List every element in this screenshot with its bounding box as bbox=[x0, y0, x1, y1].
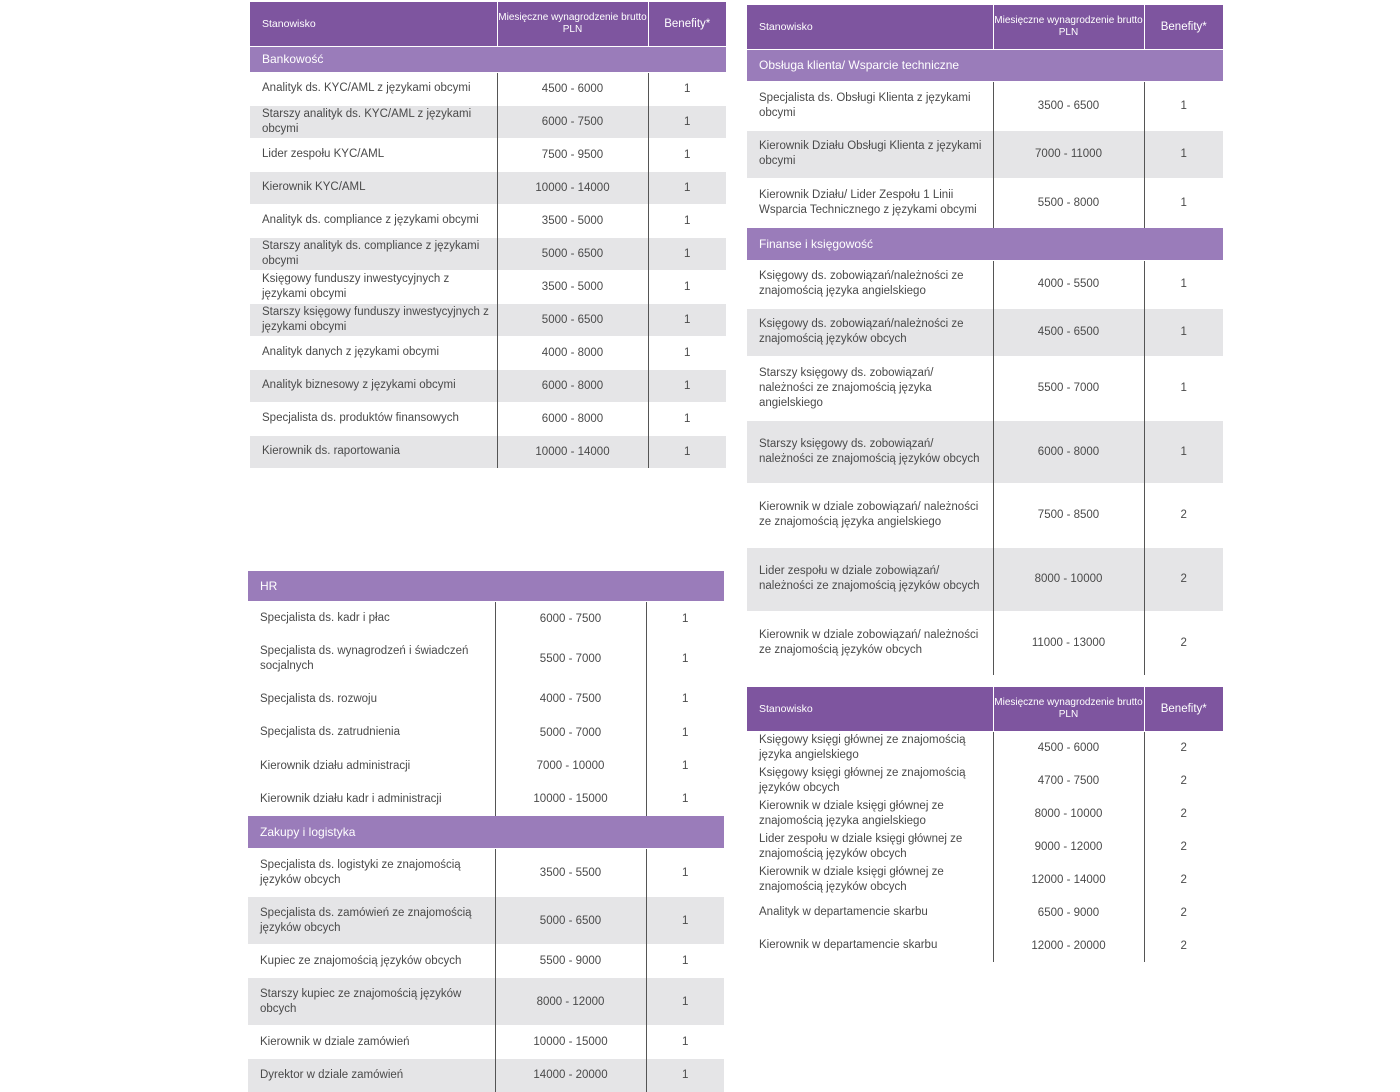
cell-position: Specjalista ds. zatrudnienia bbox=[248, 716, 495, 750]
table-header-row bbox=[747, 687, 1223, 731]
cell-benefits: 1 bbox=[1144, 420, 1223, 483]
section-title: Finanse i księgowość bbox=[747, 227, 1223, 260]
cell-benefits: 1 bbox=[646, 1059, 724, 1092]
cell-benefits: 2 bbox=[1144, 830, 1223, 863]
table-row bbox=[248, 750, 724, 783]
table-row bbox=[248, 849, 724, 897]
cell-salary: 5000 - 6500 bbox=[497, 237, 648, 270]
cell-position: Analityk w departamencie skarbu bbox=[747, 896, 993, 929]
cell-salary: 4000 - 8000 bbox=[497, 336, 648, 369]
table-row bbox=[250, 303, 726, 336]
cell-salary: 6000 - 7500 bbox=[497, 105, 648, 138]
cell-salary: 3500 - 6500 bbox=[993, 81, 1144, 130]
table-row bbox=[248, 636, 724, 683]
section-header bbox=[248, 571, 724, 602]
cell-benefits: 1 bbox=[646, 849, 724, 897]
cell-position: Specjalista ds. wynagrodzeń i świadczeń socjalnych bbox=[248, 636, 495, 683]
cell-position: Analityk danych z językami obcymi bbox=[250, 336, 497, 369]
cell-salary: 6000 - 8000 bbox=[497, 369, 648, 402]
table-row bbox=[747, 356, 1223, 420]
header-position: Stanowisko bbox=[747, 5, 993, 49]
cell-salary: 4500 - 6500 bbox=[993, 308, 1144, 356]
table-row bbox=[248, 945, 724, 978]
cell-benefits: 1 bbox=[1144, 81, 1223, 130]
cell-position: Starszy analityk ds. compliance z językami obcymi bbox=[250, 237, 497, 270]
header-salary: Miesięczne wynagrodzenie brutto PLN bbox=[993, 5, 1144, 49]
table-row bbox=[747, 483, 1223, 547]
cell-position: Analityk biznesowy z językami obcymi bbox=[250, 369, 497, 402]
table-row bbox=[250, 105, 726, 138]
cell-position: Kierownik Działu Obsługi Klienta z językami obcymi bbox=[747, 130, 993, 178]
cell-position: Kierownik działu kadr i administracji bbox=[248, 783, 495, 816]
salary-table-banking bbox=[250, 2, 726, 468]
cell-salary: 7000 - 10000 bbox=[495, 750, 646, 783]
section-header bbox=[248, 816, 724, 849]
table-row bbox=[747, 731, 1223, 764]
table-row bbox=[248, 978, 724, 1026]
cell-position: Specjalista ds. zamówień ze znajomością języków obcych bbox=[248, 897, 495, 945]
cell-benefits: 2 bbox=[1144, 483, 1223, 547]
cell-salary: 8000 - 12000 bbox=[495, 978, 646, 1026]
cell-salary: 10000 - 15000 bbox=[495, 1026, 646, 1059]
cell-position: Specjalista ds. logistyki ze znajomością języków obcych bbox=[248, 849, 495, 897]
table-row bbox=[250, 138, 726, 171]
cell-salary: 10000 - 14000 bbox=[497, 171, 648, 204]
cell-position: Analityk ds. compliance z językami obcymi bbox=[250, 204, 497, 237]
table-row bbox=[747, 308, 1223, 356]
cell-salary: 6000 - 7500 bbox=[495, 602, 646, 636]
table-row bbox=[250, 435, 726, 468]
cell-position: Starszy księgowy ds. zobowiązań/ należności ze znajomością języka angielskiego bbox=[747, 356, 993, 420]
cell-benefits: 1 bbox=[648, 72, 726, 105]
cell-benefits: 2 bbox=[1144, 611, 1223, 675]
cell-position: Starszy kupiec ze znajomością języków obcych bbox=[248, 978, 495, 1026]
cell-benefits: 1 bbox=[646, 978, 724, 1026]
cell-position: Kierownik w departamencie skarbu bbox=[747, 929, 993, 962]
cell-position: Lider zespołu w dziale księgi głównej ze znajomością języków obcych bbox=[747, 830, 993, 863]
cell-benefits: 2 bbox=[1144, 547, 1223, 611]
cell-position: Kierownik w dziale zobowiązań/ należności ze znajomością języka angielskiego bbox=[747, 483, 993, 547]
cell-salary: 5500 - 9000 bbox=[495, 945, 646, 978]
cell-salary: 4500 - 6000 bbox=[993, 731, 1144, 764]
table-row bbox=[248, 783, 724, 816]
cell-benefits: 2 bbox=[1144, 731, 1223, 764]
header-position: Stanowisko bbox=[747, 687, 993, 731]
cell-position: Specjalista ds. rozwoju bbox=[248, 683, 495, 716]
section-title: HR bbox=[248, 571, 724, 602]
cell-salary: 8000 - 10000 bbox=[993, 797, 1144, 830]
header-salary: Miesięczne wynagrodzenie brutto PLN bbox=[497, 2, 648, 46]
cell-position: Księgowy funduszy inwestycyjnych z językami obcymi bbox=[250, 270, 497, 303]
cell-benefits: 1 bbox=[1144, 308, 1223, 356]
cell-benefits: 1 bbox=[648, 369, 726, 402]
cell-benefits: 1 bbox=[646, 783, 724, 816]
cell-position: Specjalista ds. Obsługi Klienta z językami obcymi bbox=[747, 81, 993, 130]
cell-benefits: 1 bbox=[1144, 260, 1223, 308]
cell-position: Lider zespołu w dziale zobowiązań/ należności ze znajomością języków obcych bbox=[747, 547, 993, 611]
table-row bbox=[747, 797, 1223, 830]
cell-salary: 9000 - 12000 bbox=[993, 830, 1144, 863]
cell-salary: 4000 - 7500 bbox=[495, 683, 646, 716]
cell-salary: 3500 - 5000 bbox=[497, 204, 648, 237]
cell-position: Kierownik w dziale zobowiązań/ należności ze znajomością języków obcych bbox=[747, 611, 993, 675]
cell-salary: 3500 - 5500 bbox=[495, 849, 646, 897]
cell-benefits: 1 bbox=[646, 1026, 724, 1059]
cell-position: Starszy analityk ds. KYC/AML z językami obcymi bbox=[250, 105, 497, 138]
table-row bbox=[248, 716, 724, 750]
cell-position: Kierownik w dziale zamówień bbox=[248, 1026, 495, 1059]
cell-salary: 10000 - 14000 bbox=[497, 435, 648, 468]
cell-benefits: 1 bbox=[648, 402, 726, 435]
cell-position: Księgowy ds. zobowiązań/należności ze znajomością języków obcych bbox=[747, 308, 993, 356]
header-benefits: Benefity* bbox=[648, 2, 726, 46]
cell-salary: 4000 - 5500 bbox=[993, 260, 1144, 308]
table-row bbox=[250, 237, 726, 270]
cell-salary: 4500 - 6000 bbox=[497, 72, 648, 105]
table-row bbox=[250, 402, 726, 435]
table-row bbox=[250, 270, 726, 303]
cell-salary: 11000 - 13000 bbox=[993, 611, 1144, 675]
cell-position: Księgowy ds. zobowiązań/należności ze znajomością języka angielskiego bbox=[747, 260, 993, 308]
header-salary: Miesięczne wynagrodzenie brutto PLN bbox=[993, 687, 1144, 731]
table-row bbox=[248, 683, 724, 716]
cell-salary: 6000 - 8000 bbox=[497, 402, 648, 435]
cell-salary: 5000 - 7000 bbox=[495, 716, 646, 750]
header-benefits: Benefity* bbox=[1144, 687, 1223, 731]
table-row bbox=[747, 81, 1223, 130]
cell-salary: 5500 - 8000 bbox=[993, 178, 1144, 227]
cell-benefits: 1 bbox=[648, 303, 726, 336]
header-benefits: Benefity* bbox=[1144, 5, 1223, 49]
cell-benefits: 1 bbox=[646, 750, 724, 783]
cell-position: Starszy księgowy funduszy inwestycyjnych z językami obcymi bbox=[250, 303, 497, 336]
table-row bbox=[747, 764, 1223, 797]
cell-position: Specjalista ds. kadr i płac bbox=[248, 602, 495, 636]
cell-position: Kierownik w dziale księgi głównej ze znajomością języków obcych bbox=[747, 863, 993, 896]
cell-salary: 6000 - 8000 bbox=[993, 420, 1144, 483]
cell-salary: 4700 - 7500 bbox=[993, 764, 1144, 797]
salary-table-hr-logistics bbox=[248, 570, 724, 1092]
cell-position: Analityk ds. KYC/AML z językami obcymi bbox=[250, 72, 497, 105]
table-row bbox=[747, 260, 1223, 308]
table-row bbox=[747, 611, 1223, 675]
cell-position: Lider zespołu KYC/AML bbox=[250, 138, 497, 171]
section-title: Zakupy i logistyka bbox=[248, 816, 724, 849]
table-row bbox=[747, 420, 1223, 483]
cell-benefits: 2 bbox=[1144, 896, 1223, 929]
cell-benefits: 2 bbox=[1144, 764, 1223, 797]
cell-benefits: 1 bbox=[648, 270, 726, 303]
section-header bbox=[250, 46, 726, 72]
table-row bbox=[747, 863, 1223, 896]
cell-salary: 7500 - 9500 bbox=[497, 138, 648, 171]
cell-position: Księgowy księgi głównej ze znajomością języka angielskiego bbox=[747, 731, 993, 764]
table-row bbox=[747, 929, 1223, 962]
section-header bbox=[747, 49, 1223, 81]
table-row bbox=[248, 1059, 724, 1092]
cell-position: Starszy księgowy ds. zobowiązań/ należności ze znajomością języków obcych bbox=[747, 420, 993, 483]
cell-benefits: 1 bbox=[646, 945, 724, 978]
cell-position: Specjalista ds. produktów finansowych bbox=[250, 402, 497, 435]
cell-salary: 8000 - 10000 bbox=[993, 547, 1144, 611]
cell-benefits: 2 bbox=[1144, 797, 1223, 830]
cell-salary: 6500 - 9000 bbox=[993, 896, 1144, 929]
table-row bbox=[248, 897, 724, 945]
table-row bbox=[250, 171, 726, 204]
table-row bbox=[747, 130, 1223, 178]
cell-salary: 10000 - 15000 bbox=[495, 783, 646, 816]
table-row bbox=[250, 369, 726, 402]
cell-benefits: 1 bbox=[648, 435, 726, 468]
cell-benefits: 1 bbox=[648, 171, 726, 204]
salary-table-service-finance bbox=[747, 5, 1223, 675]
table-row bbox=[250, 336, 726, 369]
cell-benefits: 1 bbox=[648, 138, 726, 171]
cell-benefits: 1 bbox=[646, 716, 724, 750]
cell-benefits: 1 bbox=[646, 636, 724, 683]
cell-salary: 5500 - 7000 bbox=[993, 356, 1144, 420]
cell-position: Kupiec ze znajomością języków obcych bbox=[248, 945, 495, 978]
table-header-row bbox=[747, 5, 1223, 49]
cell-benefits: 1 bbox=[648, 336, 726, 369]
cell-salary: 12000 - 14000 bbox=[993, 863, 1144, 896]
table-row bbox=[250, 72, 726, 105]
cell-benefits: 1 bbox=[646, 602, 724, 636]
cell-benefits: 2 bbox=[1144, 929, 1223, 962]
cell-position: Kierownik KYC/AML bbox=[250, 171, 497, 204]
table-row bbox=[248, 1026, 724, 1059]
cell-benefits: 1 bbox=[646, 683, 724, 716]
section-title: Obsługa klienta/ Wsparcie techniczne bbox=[747, 49, 1223, 81]
cell-salary: 7000 - 11000 bbox=[993, 130, 1144, 178]
cell-salary: 5500 - 7000 bbox=[495, 636, 646, 683]
cell-benefits: 1 bbox=[1144, 356, 1223, 420]
cell-position: Księgowy księgi głównej ze znajomością języków obcych bbox=[747, 764, 993, 797]
table-row bbox=[747, 547, 1223, 611]
table-row bbox=[747, 178, 1223, 227]
cell-salary: 5000 - 6500 bbox=[497, 303, 648, 336]
cell-salary: 12000 - 20000 bbox=[993, 929, 1144, 962]
cell-salary: 7500 - 8500 bbox=[993, 483, 1144, 547]
cell-benefits: 1 bbox=[648, 237, 726, 270]
section-title: Bankowość bbox=[250, 46, 726, 72]
section-header bbox=[747, 227, 1223, 260]
table-row bbox=[747, 896, 1223, 929]
table-row bbox=[250, 204, 726, 237]
table-row bbox=[747, 830, 1223, 863]
cell-benefits: 1 bbox=[646, 897, 724, 945]
cell-benefits: 1 bbox=[648, 204, 726, 237]
cell-benefits: 1 bbox=[1144, 130, 1223, 178]
cell-position: Kierownik w dziale księgi głównej ze znajomością języka angielskiego bbox=[747, 797, 993, 830]
cell-salary: 5000 - 6500 bbox=[495, 897, 646, 945]
header-position: Stanowisko bbox=[250, 2, 497, 46]
cell-position: Kierownik ds. raportowania bbox=[250, 435, 497, 468]
salary-table-ledger-treasury bbox=[747, 687, 1223, 962]
cell-position: Kierownik działu administracji bbox=[248, 750, 495, 783]
cell-salary: 14000 - 20000 bbox=[495, 1059, 646, 1092]
cell-position: Dyrektor w dziale zamówień bbox=[248, 1059, 495, 1092]
table-header-row bbox=[250, 2, 726, 46]
cell-benefits: 2 bbox=[1144, 863, 1223, 896]
cell-salary: 3500 - 5000 bbox=[497, 270, 648, 303]
table-row bbox=[248, 602, 724, 636]
cell-benefits: 1 bbox=[648, 105, 726, 138]
cell-position: Kierownik Działu/ Lider Zespołu 1 Linii Wsparcia Technicznego z językami obcymi bbox=[747, 178, 993, 227]
cell-benefits: 1 bbox=[1144, 178, 1223, 227]
